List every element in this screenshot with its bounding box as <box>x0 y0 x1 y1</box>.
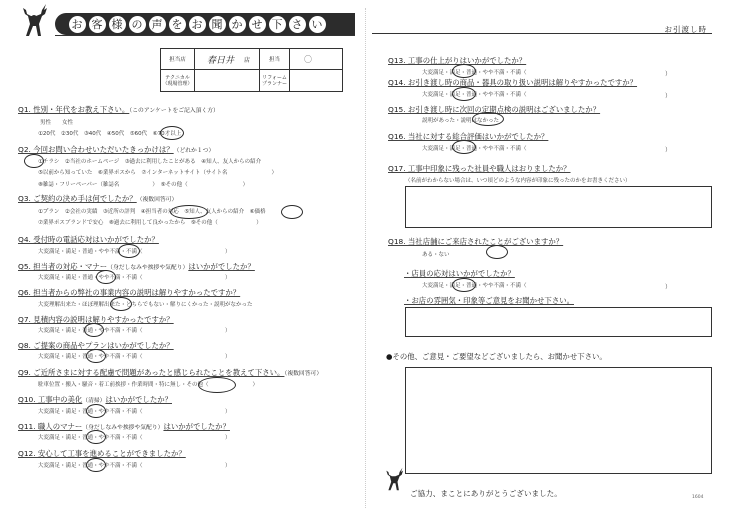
q9-note: （複数回答可） <box>284 371 323 377</box>
q10-text: Q10. 工事中の美化 <box>18 395 83 404</box>
q11-text: Q11. 職人のマナー <box>18 422 83 431</box>
q10-options[interactable]: 大変満足・満足・普通・やや不満・不満（ ） <box>38 409 231 415</box>
q18a-text: ・店員の応対はいかがでしたか？ <box>404 269 515 278</box>
tech-value <box>195 70 260 91</box>
deer-logo-icon <box>14 2 54 38</box>
q14-options[interactable]: 大変満足・満足・普通・やや不満・不満（ <box>422 92 527 98</box>
q18-answer-box[interactable] <box>405 307 712 337</box>
q2-options[interactable]: ①チラシ ②当社のホームページ ③過去に利用したことがある ④知人、友人からの紹介 <box>38 159 262 165</box>
q18-question <box>388 236 563 247</box>
title-char: の <box>129 16 146 33</box>
q3-note: （複数回答可） <box>136 197 178 203</box>
other-answer-box[interactable] <box>405 367 712 474</box>
title-char: 下 <box>269 16 286 33</box>
store-suffix: 店 <box>244 56 251 64</box>
q8-text: Q8. ご提案の商品やプランはいかがでしたか？ <box>18 341 174 350</box>
q17-question <box>388 163 571 174</box>
q6-text: Q6. 担当者からの弊社の事業内容の説明は解りやすかったですか？ <box>18 288 241 297</box>
title-char: い <box>309 16 326 33</box>
q11-question <box>18 421 230 432</box>
title-char: せ <box>249 16 266 33</box>
staff-label: 担当 <box>260 49 290 70</box>
answer-circle-mark <box>84 323 104 337</box>
title-char: 様 <box>109 16 126 33</box>
right-page-title: お引渡し時 <box>664 25 707 34</box>
title-char: か <box>229 16 246 33</box>
q12-options[interactable]: 大変満足・満足・普通・やや不満・不満（ ） <box>38 463 231 469</box>
q6-options[interactable]: 大変理解出来た・ほぼ理解出来た・どちらでもない・解りにくかった・説明がなかった <box>38 302 253 308</box>
q9-text: Q9. ご近所さまに対する配慮で問題があったと感じられたことを教えて下さい。 <box>18 368 285 377</box>
q10-note: （清掃） <box>82 398 106 404</box>
answer-circle-mark <box>86 458 106 472</box>
q3-options[interactable]: ①プラン ②会社の実績 ③近所の評判 ④担当者の対応 ⑤知人、友人からの紹介 ⑥価格 <box>38 209 266 215</box>
answer-circle-mark <box>170 205 208 219</box>
store-value: 春日井 <box>207 55 235 66</box>
q7-text: Q7. 見積内容の説明は解りやすかったですか？ <box>18 315 174 324</box>
title-char: 客 <box>89 16 106 33</box>
answer-circle-mark <box>198 377 236 393</box>
q9-question <box>18 367 322 378</box>
answer-circle-mark <box>452 278 476 292</box>
title-char: 声 <box>149 16 166 33</box>
page-code: 1604 <box>692 495 704 500</box>
title-char: 聞 <box>209 16 226 33</box>
q13-text: Q13. 工事の仕上がりはいかがでしたか？ <box>388 56 527 65</box>
answer-circle-mark <box>452 140 476 154</box>
q2-text: Q2. 今回お問い合わせいただいたきっかけは？ <box>18 145 174 154</box>
answer-circle-mark <box>452 87 476 101</box>
reform-label: リフォームプランナー <box>260 70 290 91</box>
q11-note: （身だしなみや挨拶や気配り） <box>82 425 164 431</box>
deer-footer-icon <box>380 463 408 495</box>
q8-options[interactable]: 大変満足・満足・普通・やや不満・不満（ ） <box>38 354 231 360</box>
q18-options[interactable]: ある・ない <box>422 252 450 258</box>
q1-options[interactable]: 男性 女性 <box>40 120 74 126</box>
q5-text: Q5. 担当者の対応・マナー <box>18 262 108 271</box>
q3-options[interactable]: ⑦業界ポスブランドで安心 ⑧過去に利用して良かったから ⑨その他（ ） <box>38 220 262 226</box>
answer-circle-mark <box>24 154 44 168</box>
info-table <box>160 48 343 92</box>
answer-circle-mark <box>486 245 508 259</box>
q14-question <box>388 77 637 88</box>
q18b-text: ・お店の雰囲気・印象等ご意見をお聞かせ下さい。 <box>404 296 574 305</box>
q6-question <box>18 287 240 298</box>
page-divider <box>365 8 366 508</box>
q16-text: Q16. 当社に対する総合評価はいかがでしたか？ <box>388 132 549 141</box>
page-title-band <box>55 13 355 35</box>
reform-value <box>290 70 342 91</box>
q4-options[interactable]: 大変満足・満足・普通・やや不満・不満（ ） <box>38 249 231 255</box>
q18a-options[interactable]: 大変満足・満足・普通・やや不満・不満（ <box>422 283 527 289</box>
title-rule <box>55 35 355 36</box>
q18b-question <box>404 295 574 306</box>
q17-answer-box[interactable] <box>405 186 712 228</box>
q13-close-paren: ） <box>665 71 672 78</box>
q3-text: Q3. ご契約の決め手は何でしたか？ <box>18 194 137 203</box>
thanks-message: ご協力、まことにありがとうございました。 <box>410 489 562 498</box>
q11-options[interactable]: 大変満足・満足・普通・やや不満・不満（ ） <box>38 435 231 441</box>
title-char: お <box>189 16 206 33</box>
answer-circle-mark <box>86 349 106 363</box>
title-char: さ <box>289 16 306 33</box>
q10-tail: はいかがでしたか？ <box>105 395 172 404</box>
q2-options[interactable]: ⑧雑誌・フリーペーパー（雑誌名 ） ⑨その他（ ） <box>38 182 249 188</box>
q2-question <box>18 144 214 155</box>
q9-options[interactable]: 駐車位置・搬入・騒音・着工前挨拶・作業時間・特に無し・その他（ ） <box>38 382 259 388</box>
q1-note: （このアンケートをご記入頂く方） <box>129 108 219 114</box>
answer-circle-mark <box>160 126 184 140</box>
q4-question <box>18 234 159 245</box>
q3-question <box>18 193 177 204</box>
answer-circle-mark <box>110 297 132 311</box>
answer-circle-mark <box>281 205 303 219</box>
q2-options[interactable]: ⑤以前から知っていた ⑥業界ポスから ⑦インターネットサイト（サイト名 ） <box>38 170 278 176</box>
answer-circle-mark <box>96 270 116 284</box>
other-comments-label: ●その他、ご意見・ご要望などございましたら、お聞かせ下さい。 <box>386 352 607 361</box>
store-label: 担当店 <box>161 49 195 70</box>
q17-options[interactable]: （名前がわからない場合は、いつ頃どのような内容が印象に残ったのかをお書きください） <box>405 178 631 184</box>
q16-close-paren: ） <box>665 147 672 154</box>
q18-text: Q18. 当社店舗にご来店されたことがございますか？ <box>388 237 564 246</box>
q18a-close-paren: ） <box>665 284 672 291</box>
right-title-rule <box>372 33 712 34</box>
q1-text: Q1. 性別・年代をお教え下さい。 <box>18 105 130 114</box>
answer-circle-mark <box>86 430 106 444</box>
answer-circle-mark <box>452 64 476 78</box>
title-char: お <box>69 16 86 33</box>
q11-tail: はいかがでしたか？ <box>163 422 230 431</box>
q1-options[interactable]: ①20代 ②30代 ③40代 ④50代 ⑤60代 ⑥70才以上 <box>38 131 182 137</box>
q12-text: Q12. 安心して工事を進めることができましたか？ <box>18 449 186 458</box>
q5-question <box>18 261 255 272</box>
q5-tail: はいかがでしたか？ <box>188 262 255 271</box>
title-char: を <box>169 16 186 33</box>
q15-options[interactable]: 説明があった・説明はなかった <box>422 118 499 124</box>
q13-options[interactable]: 大変満足・満足・普通・やや不満・不満（ <box>422 70 527 76</box>
q5-note: （身だしなみや挨拶や気配り） <box>107 265 189 271</box>
q14-close-paren: ） <box>665 93 672 100</box>
q4-text: Q4. 受付時の電話応対はいかがでしたか？ <box>18 235 159 244</box>
staff-stamp: 〇 <box>290 49 342 70</box>
q7-options[interactable]: 大変満足・満足・普通・やや不満・不満（ ） <box>38 328 231 334</box>
q1-question <box>18 104 219 115</box>
q5-options[interactable]: 大変満足・満足・普通・やや不満・不満（ ） <box>38 275 231 281</box>
q15-text: Q15. お引き渡し時に次回の定期点検の説明はございましたか？ <box>388 105 601 114</box>
q12-question <box>18 448 186 459</box>
q16-options[interactable]: 大変満足・満足・普通・やや不満・不満（ <box>422 146 527 152</box>
answer-circle-mark <box>118 244 140 258</box>
q17-text: Q17. 工事中印象に残った社員や職人はおりましたか？ <box>388 164 571 173</box>
q2-note: （どれか１つ） <box>173 148 215 154</box>
answer-circle-mark <box>472 112 504 126</box>
answer-circle-mark <box>86 404 106 418</box>
tech-label: テクニカル（現場管理） <box>161 70 195 91</box>
q14-text: Q14. お引き渡し時の商品・器具の取り扱い説明は解りやすかったですか？ <box>388 78 638 87</box>
